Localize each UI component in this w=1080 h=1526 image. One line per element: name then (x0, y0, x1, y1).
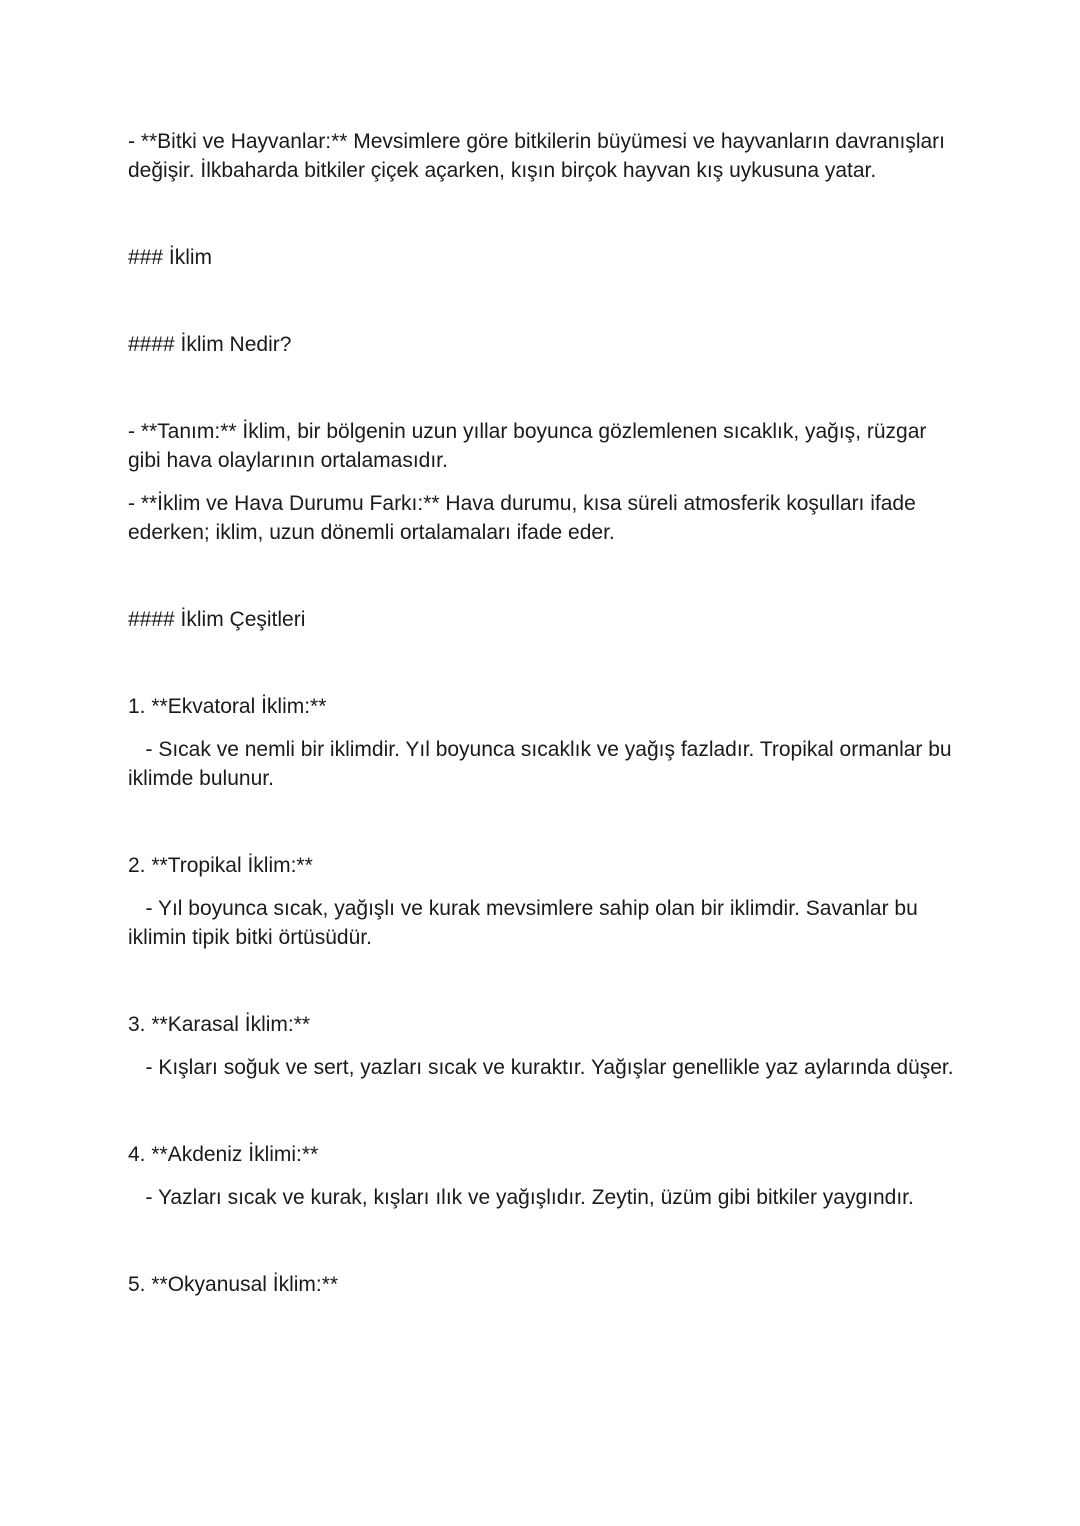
list-item-tropikal-desc: - Yıl boyunca sıcak, yağışlı ve kurak mevsimlere sahip olan bir iklimdir. Savanlar bu iklimin tipik bitki örtüsüdür. (128, 897, 924, 949)
list-item-karasal-desc: - Kışları soğuk ve sert, yazları sıcak ve kuraktır. Yağışlar genellikle yaz aylarında düşer. (128, 1056, 954, 1079)
document-page (128, 127, 958, 1299)
list-item-okyanusal-title: 5. **Okyanusal İklim:** (128, 1273, 339, 1296)
paragraph-iklim-hava-farki: - **İklim ve Hava Durumu Farkı:** Hava durumu, kısa süreli atmosferik koşulları ifade ederken; iklim, uzun dönemli ortalamaları ifade eder. (128, 492, 922, 544)
paragraph-tanim: - **Tanım:** İklim, bir bölgenin uzun yıllar boyunca gözlemlenen sıcaklık, yağış, rüzgar gibi hava olaylarının ortalamasıdır. (128, 420, 933, 472)
list-item-ekvatoral-desc: - Sıcak ve nemli bir iklimdir. Yıl boyunca sıcaklık ve yağış fazladır. Tropikal ormanlar bu iklimde bulunur. (128, 738, 958, 790)
list-item-akdeniz-desc: - Yazları sıcak ve kurak, kışları ılık ve yağışlıdır. Zeytin, üzüm gibi bitkiler yaygındır. (128, 1186, 914, 1209)
heading-iklim: ### İklim (128, 246, 213, 269)
list-item-tropikal-title: 2. **Tropikal İklim:** (128, 854, 313, 877)
list-item-akdeniz-title: 4. **Akdeniz İklimi:** (128, 1143, 319, 1166)
heading-iklim-cesitleri: #### İklim Çeşitleri (128, 608, 306, 631)
heading-iklim-nedir: #### İklim Nedir? (128, 333, 292, 356)
paragraph-bitki-hayvanlar: - **Bitki ve Hayvanlar:** Mevsimlere göre bitkilerin büyümesi ve hayvanların davranışları değişir. İlkbaharda bitkiler çiçek açarken, kışın birçok hayvan kış uykusuna yatar. (128, 130, 951, 182)
list-item-karasal-title: 3. **Karasal İklim:** (128, 1013, 311, 1036)
list-item-ekvatoral-title: 1. **Ekvatoral İklim:** (128, 695, 327, 718)
